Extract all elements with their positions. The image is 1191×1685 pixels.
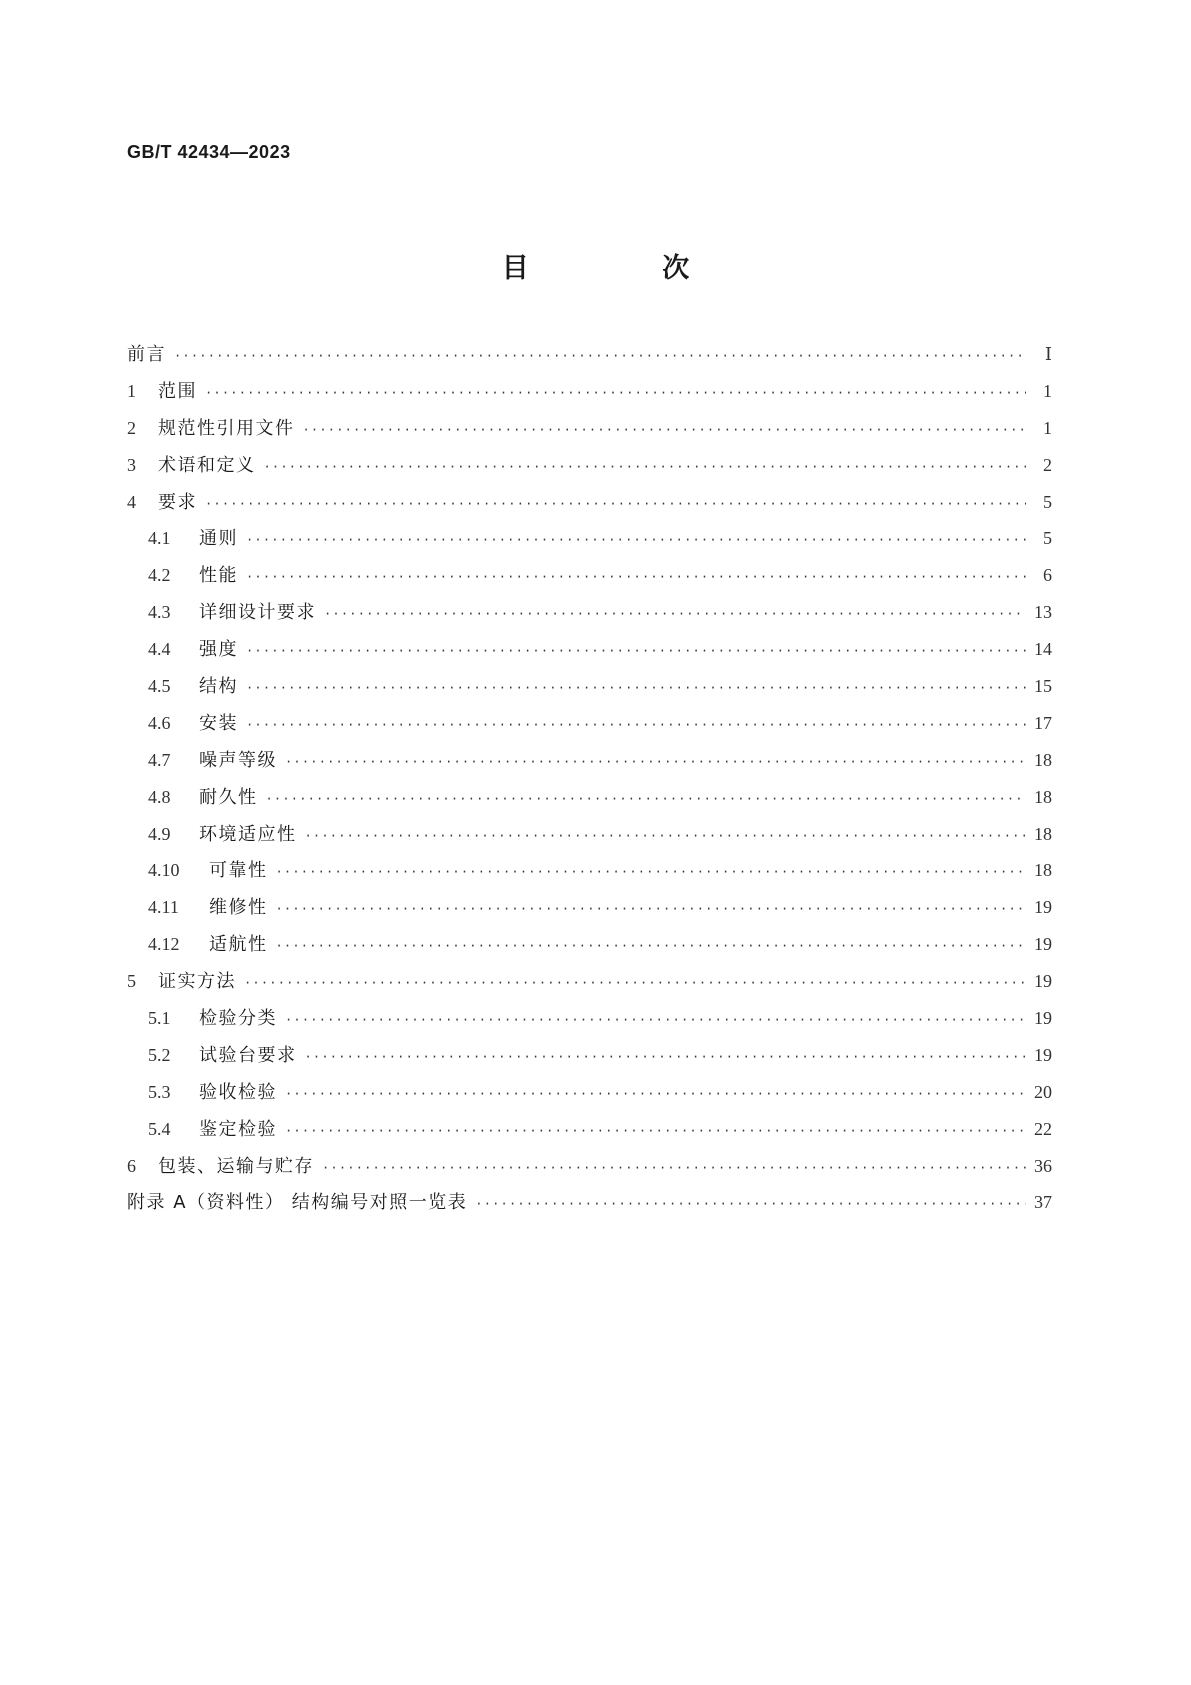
toc-entry-label: 通则 (199, 528, 238, 550)
toc-entry-number: 5.3 (148, 1081, 171, 1102)
toc-entry[interactable] (127, 561, 1052, 598)
toc-entry-label: 噪声等级 (199, 749, 277, 771)
toc-entry-page: Ⅰ (1044, 344, 1052, 364)
toc-entry[interactable] (127, 451, 1052, 488)
toc-dot-leader (276, 939, 1027, 953)
toc-entry-number: 4.12 (148, 934, 180, 955)
toc-entry-number: 4.4 (148, 639, 171, 660)
toc-entry-number: 4.9 (148, 823, 171, 844)
standard-number: GB/T 42434—2023 (127, 142, 291, 162)
toc-entry-label: 规范性引用文件 (158, 417, 295, 439)
toc-entry-number: 4.10 (148, 860, 180, 881)
toc-entry-page: 1 (1043, 417, 1052, 438)
toc-dot-leader (246, 644, 1026, 658)
toc-entry-label: 包装、运输与贮存 (158, 1155, 314, 1177)
toc-entry-page: 20 (1034, 1081, 1052, 1102)
toc-entry-label: 强度 (199, 639, 238, 661)
toc-entry-label: 耐久性 (199, 786, 258, 808)
toc-entry-label: 验收检验 (199, 1081, 277, 1103)
toc-entry-page: 18 (1034, 749, 1052, 770)
toc-entry[interactable] (127, 930, 1052, 967)
toc-entry-page: 2 (1043, 454, 1052, 475)
toc-entry-label: 证实方法 (158, 971, 236, 993)
toc-entry-label: 可靠性 (209, 860, 268, 882)
toc-entry-page: 5 (1043, 491, 1052, 512)
toc-entry[interactable] (127, 598, 1052, 635)
toc-entry-page: 37 (1034, 1192, 1052, 1213)
toc-entry-page: 19 (1034, 1008, 1052, 1029)
toc-entry[interactable] (127, 377, 1052, 414)
toc-dot-leader (475, 1197, 1026, 1211)
toc-entry-label: 术语和定义 (158, 454, 256, 476)
toc-entry[interactable] (127, 820, 1052, 857)
toc-dot-leader (305, 1050, 1027, 1064)
toc-dot-leader (246, 570, 1026, 584)
toc-entry-label: 检验分类 (199, 1008, 277, 1030)
toc-entry[interactable] (127, 524, 1052, 561)
toc-entry[interactable] (127, 1188, 1052, 1225)
toc-dot-leader (322, 1161, 1026, 1175)
toc-entry-page: 1 (1043, 380, 1052, 401)
toc-entry-number: 3 (127, 454, 136, 475)
toc-dot-leader (205, 497, 1026, 511)
toc-dot-leader (276, 902, 1027, 916)
toc-entry[interactable] (127, 709, 1052, 746)
toc-dot-leader (285, 1124, 1026, 1138)
toc-dot-leader (276, 865, 1027, 879)
toc-entry-number: 4.2 (148, 565, 171, 586)
toc-entry-label: 附录 A（资料性） 结构编号对照一览表 (127, 1192, 468, 1214)
toc-entry[interactable] (127, 488, 1052, 525)
toc-entry-page: 19 (1034, 971, 1052, 992)
toc-dot-leader (205, 386, 1026, 400)
toc-entry[interactable] (127, 1078, 1052, 1115)
toc-dot-leader (246, 718, 1026, 732)
toc-entry-page: 14 (1034, 639, 1052, 660)
toc-entry-number: 5.2 (148, 1044, 171, 1065)
toc-entry-page: 17 (1034, 712, 1052, 733)
toc-dot-leader (324, 607, 1026, 621)
toc-entry-number: 1 (127, 380, 136, 401)
toc-entry-page: 18 (1034, 823, 1052, 844)
toc-entry-number: 4.1 (148, 528, 171, 549)
toc-entry[interactable] (127, 414, 1052, 451)
toc-entry[interactable] (127, 746, 1052, 783)
toc-dot-leader (264, 460, 1027, 474)
toc-entry[interactable] (127, 672, 1052, 709)
table-of-contents (127, 340, 1052, 1225)
toc-entry-number: 6 (127, 1155, 136, 1176)
toc-entry[interactable] (127, 967, 1052, 1004)
toc-dot-leader (303, 423, 1027, 437)
toc-entry-page: 18 (1034, 786, 1052, 807)
toc-entry[interactable] (127, 1004, 1052, 1041)
toc-entry[interactable] (127, 1152, 1052, 1189)
toc-entry-label: 维修性 (209, 897, 268, 919)
toc-entry-page: 19 (1034, 1044, 1052, 1065)
toc-dot-leader (246, 533, 1026, 547)
toc-entry-page: 18 (1034, 860, 1052, 881)
toc-entry-label: 环境适应性 (199, 823, 297, 845)
toc-entry-label: 适航性 (209, 934, 268, 956)
toc-entry-page: 19 (1034, 897, 1052, 918)
toc-entry-number: 4.7 (148, 749, 171, 770)
toc-entry[interactable] (127, 1041, 1052, 1078)
toc-entry-number: 4.8 (148, 786, 171, 807)
toc-entry-label: 范围 (158, 380, 197, 402)
toc-entry-label: 试验台要求 (199, 1044, 297, 1066)
toc-entry[interactable] (127, 783, 1052, 820)
toc-dot-leader (305, 829, 1027, 843)
toc-entry-page: 15 (1034, 676, 1052, 697)
toc-entry-number: 4.3 (148, 602, 171, 623)
toc-entry-label: 结构 (199, 676, 238, 698)
toc-entry-number: 5.1 (148, 1008, 171, 1029)
toc-entry[interactable] (127, 340, 1052, 377)
toc-entry[interactable] (127, 1115, 1052, 1152)
toc-entry-label: 性能 (199, 565, 238, 587)
toc-entry-number: 5 (127, 971, 136, 992)
toc-entry[interactable] (127, 856, 1052, 893)
toc-entry-label: 安装 (199, 712, 238, 734)
toc-entry-label: 鉴定检验 (199, 1118, 277, 1140)
toc-entry-page: 36 (1034, 1155, 1052, 1176)
toc-entry-number: 5.4 (148, 1118, 171, 1139)
toc-entry-label: 前言 (127, 344, 166, 365)
toc-entry-page: 6 (1043, 565, 1052, 586)
toc-dot-leader (244, 976, 1026, 990)
toc-entry-number: 4.11 (148, 897, 179, 918)
toc-dot-leader (174, 349, 1026, 363)
toc-entry-label: 要求 (158, 491, 197, 513)
page-title: 目 次 (501, 253, 752, 284)
toc-dot-leader (285, 1013, 1026, 1027)
toc-entry-label: 详细设计要求 (199, 602, 316, 624)
toc-entry-page: 5 (1043, 528, 1052, 549)
toc-entry-number: 4 (127, 491, 136, 512)
toc-entry-page: 22 (1034, 1118, 1052, 1139)
toc-entry-number: 4.5 (148, 676, 171, 697)
toc-dot-leader (246, 681, 1026, 695)
toc-entry-number: 4.6 (148, 712, 171, 733)
toc-entry-page: 13 (1034, 602, 1052, 623)
toc-dot-leader (285, 755, 1026, 769)
toc-entry-number: 2 (127, 417, 136, 438)
toc-entry[interactable] (127, 635, 1052, 672)
toc-dot-leader (266, 792, 1027, 806)
toc-entry-page: 19 (1034, 934, 1052, 955)
toc-dot-leader (285, 1087, 1026, 1101)
toc-entry[interactable] (127, 893, 1052, 930)
